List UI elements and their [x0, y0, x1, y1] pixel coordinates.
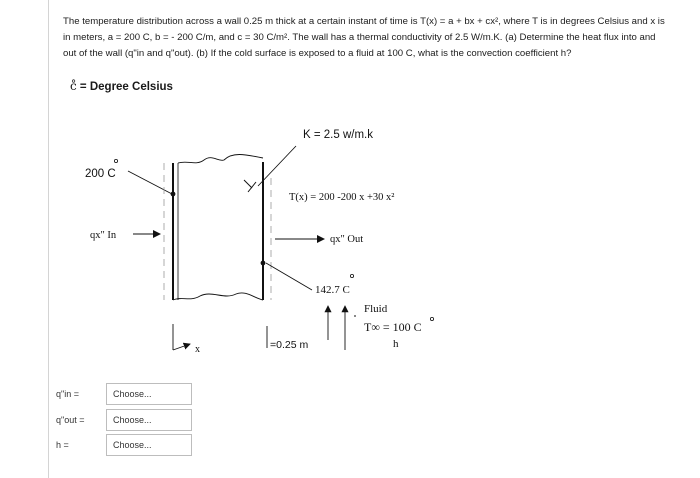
wall-top-outline: [178, 155, 263, 164]
answer-label-h: h =: [56, 440, 69, 450]
cold-surface-point: [261, 261, 266, 266]
wall-bottom-outline: [173, 293, 263, 300]
heat-flux-out-label: qx" Out: [330, 234, 364, 245]
answer-row-h: [56, 433, 192, 457]
q-in-select[interactable]: Choose...: [106, 383, 192, 405]
degree-mark-fluid: [430, 317, 433, 320]
h-select[interactable]: Choose...: [106, 434, 192, 456]
x-axis-arrow: [173, 344, 190, 350]
wall-hatch-mark: [244, 180, 252, 188]
heat-flux-in-label: qx" In: [90, 230, 117, 241]
hot-temp-pointer: [128, 171, 172, 194]
temperature-equation: T(x) = 200 -200 x +30 x²: [289, 192, 395, 203]
fluid-label: Fluid: [364, 303, 388, 315]
x-axis-label: x: [195, 344, 200, 355]
degree-mark-surface: [350, 274, 353, 277]
answer-row-q-out: [56, 408, 192, 432]
problem-line-3: out of the wall (q"in and q"out). (b) If the cold surface is exposed to a fluid at 100 C, what is the convection coefficient h?: [63, 48, 572, 59]
degree-mark-hot: [114, 159, 117, 162]
cold-surface-temperature: 142.7 C: [315, 284, 350, 296]
cold-temp-pointer: [266, 263, 312, 290]
answer-label-q-out: q"out =: [56, 415, 85, 425]
degree-legend-text: = Degree Celsius: [76, 81, 173, 93]
hot-surface-point: [171, 192, 176, 197]
thermal-conductivity-label: K = 2.5 w/m.k: [303, 129, 373, 141]
problem-line-1: The temperature distribution across a wall 0.25 m thick at a certain instant of time is T(x) = a + bx + cx², where T is in degrees Celsius and x is: [63, 16, 665, 27]
hot-surface-temperature: 200 C: [85, 168, 116, 180]
answer-row-q-in: [56, 382, 192, 406]
convection-coefficient-label: h: [393, 338, 399, 350]
degree-celsius-symbol: c̊: [70, 79, 77, 93]
q-out-select[interactable]: Choose...: [106, 409, 192, 431]
problem-line-2: in meters, a = 200 C, b = - 200 C/m, and c = 30 C/m². The wall has a thermal conductivity of 2.5 W/m.K. (a) Determine the heat flux into and: [63, 32, 656, 43]
free-stream-temperature: T∞ = 100 C: [364, 320, 422, 334]
answer-label-q-in: q"in =: [56, 389, 79, 399]
wall-thickness-label: =0.25 m: [270, 339, 309, 351]
